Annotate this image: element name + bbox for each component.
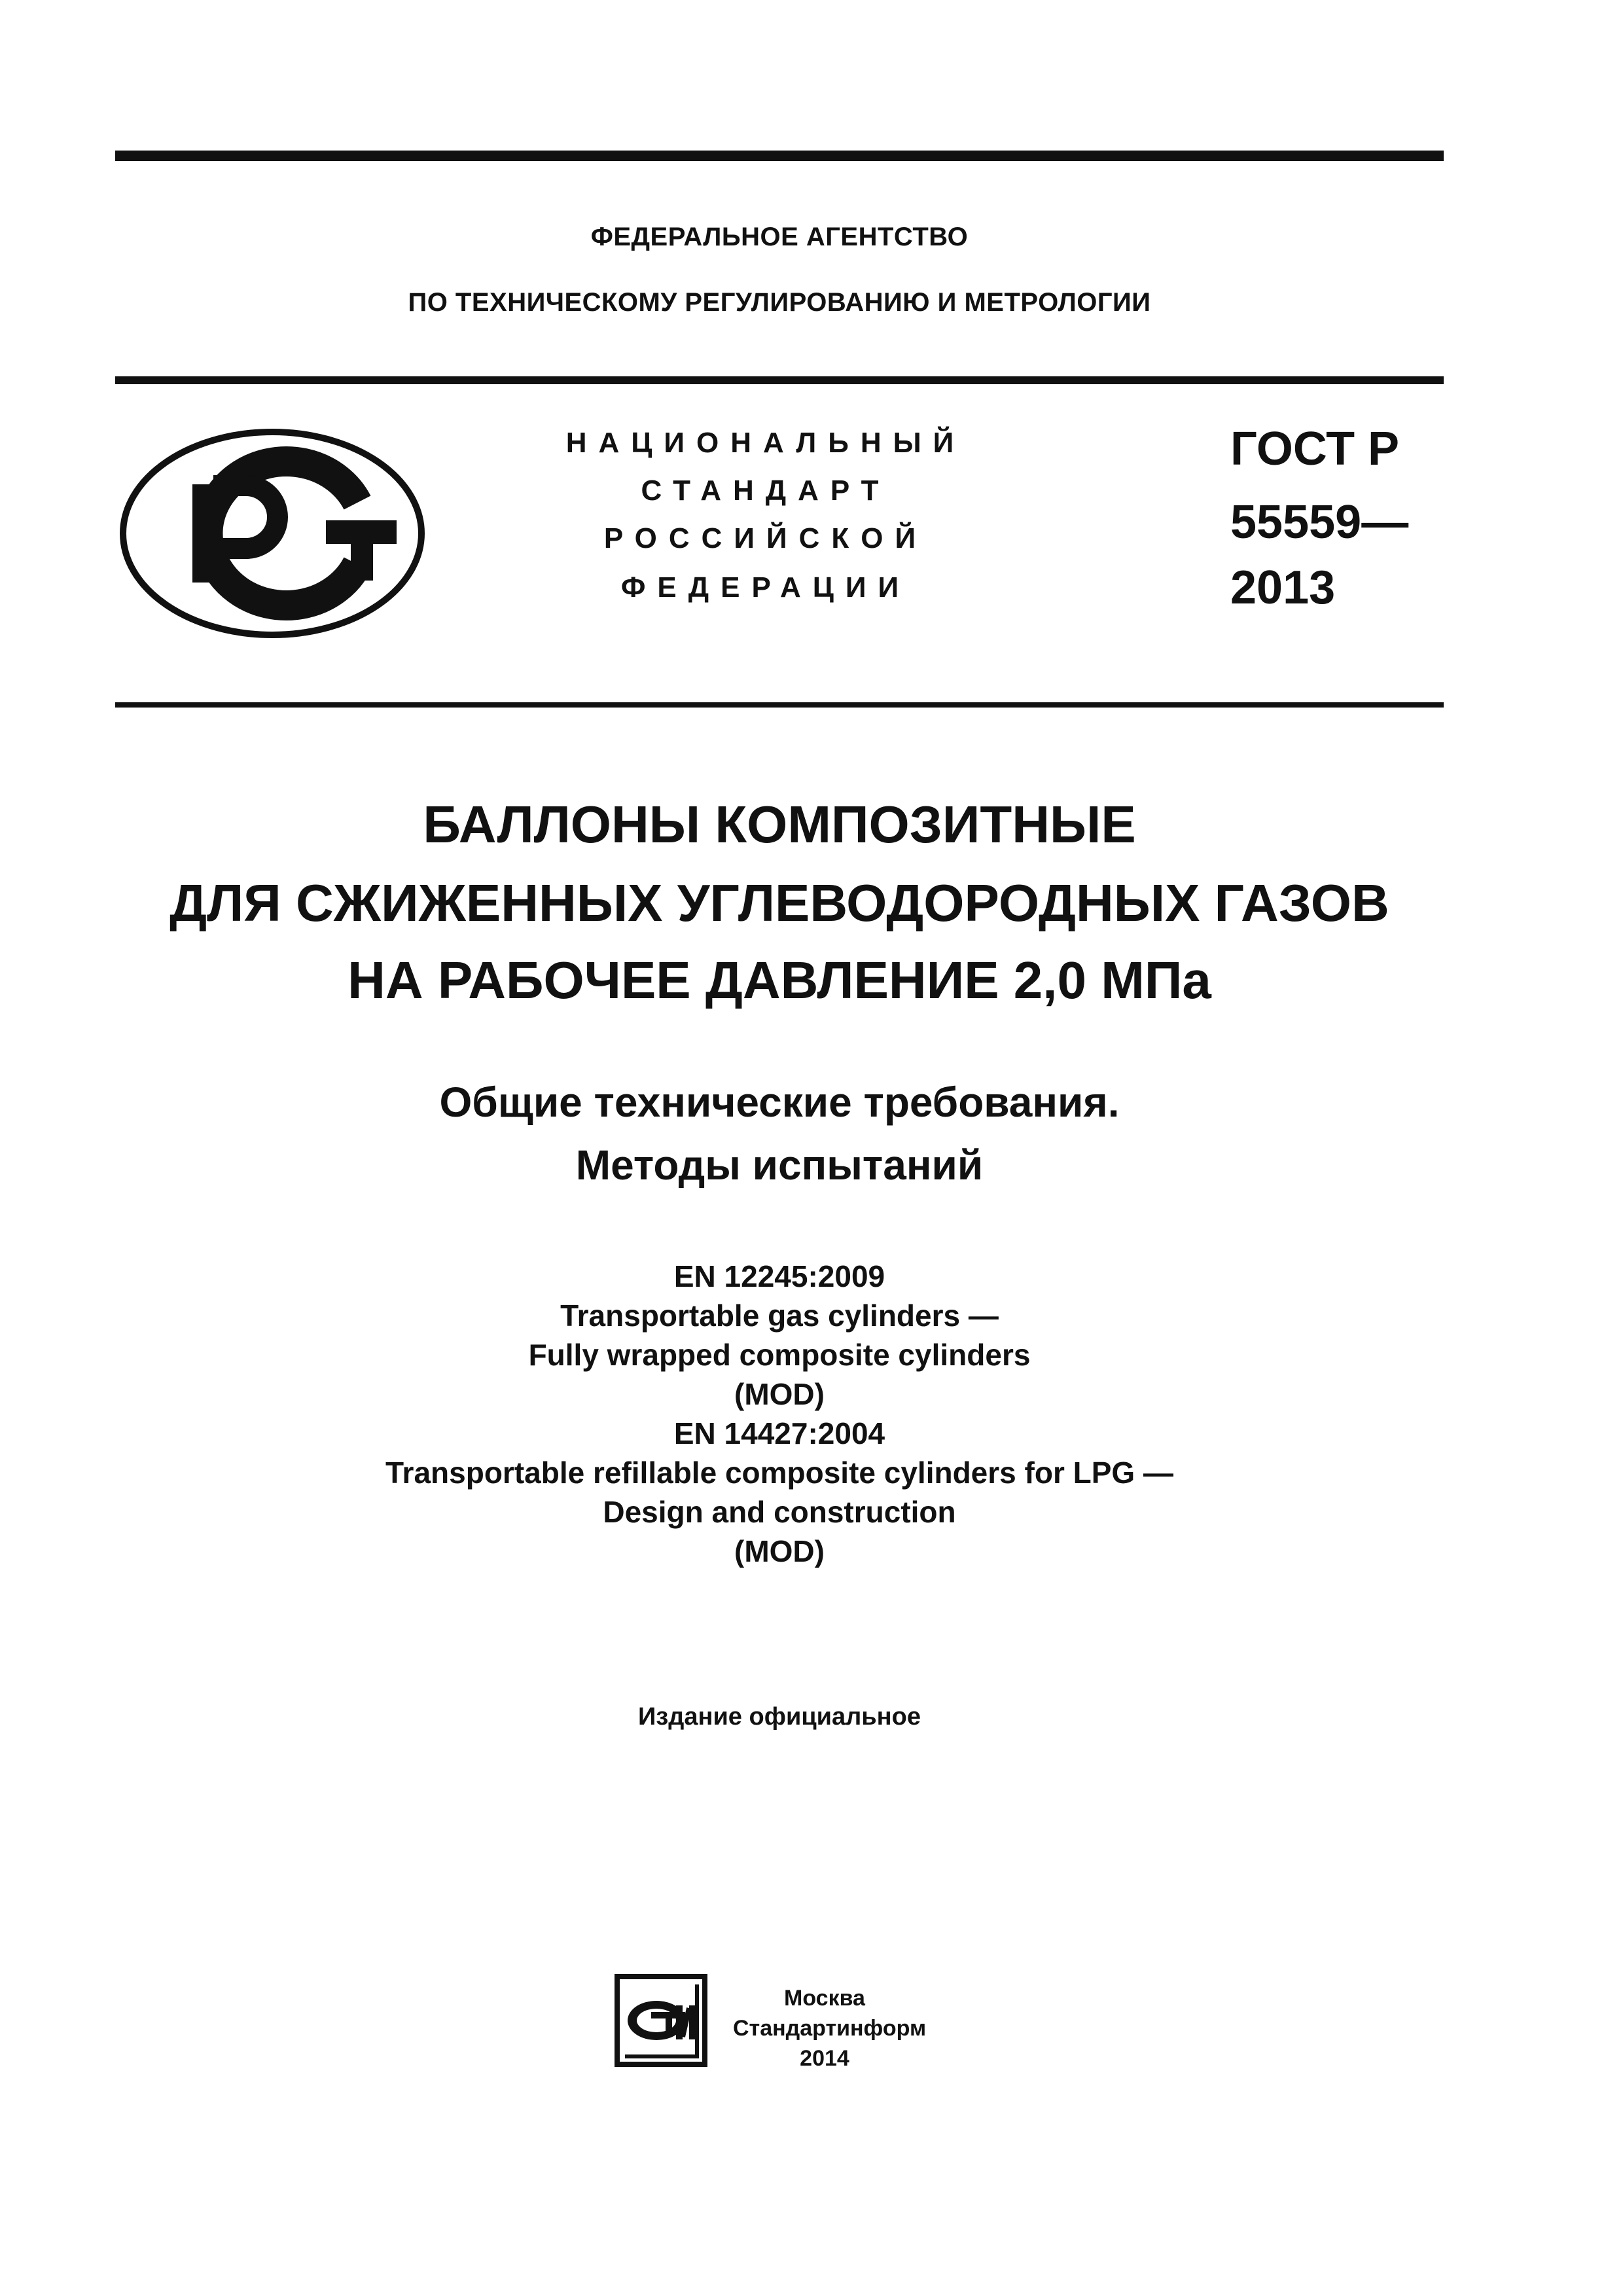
agency-line-2: ПО ТЕХНИЧЕСКОМУ РЕГУЛИРОВАНИЮ И МЕТРОЛОГИИ (408, 288, 1151, 317)
reference-line: Transportable gas cylinders — (560, 1299, 999, 1333)
agency-line-1: ФЕДЕРАЛЬНОЕ АГЕНТСТВО (590, 223, 969, 251)
gost-number: 55559— (1230, 496, 1409, 548)
national-line-2: СТАНДАРТ (641, 475, 891, 507)
reference-line: (MOD) (734, 1534, 825, 1568)
publisher-name: Стандартинформ (733, 2016, 927, 2041)
document-subtitle-line-2: Методы испытаний (575, 1141, 984, 1189)
gost-year: 2013 (1230, 562, 1336, 614)
publisher-year: 2014 (800, 2046, 849, 2071)
national-line-3: РОССИЙСКОЙ (603, 522, 928, 554)
top-rule (115, 151, 1444, 161)
publisher-city: Москва (784, 1986, 865, 2011)
reference-line: Fully wrapped composite cylinders (528, 1338, 1031, 1372)
sti-logo-icon (612, 1971, 710, 2070)
bottom-rule (115, 702, 1444, 708)
reference-line: Transportable refillable composite cylinders for LPG — (385, 1456, 1173, 1490)
national-line-1: НАЦИОНАЛЬНЫЙ (565, 427, 966, 459)
reference-line: EN 14427:2004 (673, 1416, 885, 1450)
document-title-line-3: НА РАБОЧЕЕ ДАВЛЕНИЕ 2,0 МПа (348, 951, 1211, 1009)
national-line-4: ФЕДЕРАЦИИ (620, 571, 911, 603)
reference-line: (MOD) (734, 1377, 825, 1411)
rst-logo-icon (115, 425, 429, 641)
middle-rule (115, 376, 1444, 384)
reference-line: EN 12245:2009 (673, 1259, 885, 1293)
document-title-line-2: ДЛЯ СЖИЖЕННЫХ УГЛЕВОДОРОДНЫХ ГАЗОВ (169, 874, 1389, 932)
publisher-block (733, 1983, 927, 2073)
gost-label: ГОСТ Р (1230, 423, 1400, 475)
reference-line: Design and construction (603, 1495, 956, 1529)
edition-label: Издание официальное (638, 1703, 921, 1731)
document-title-line-1: БАЛЛОНЫ КОМПОЗИТНЫЕ (423, 795, 1136, 853)
references-block (115, 1257, 1444, 1571)
document-subtitle-line-1: Общие технические требования. (439, 1079, 1120, 1126)
